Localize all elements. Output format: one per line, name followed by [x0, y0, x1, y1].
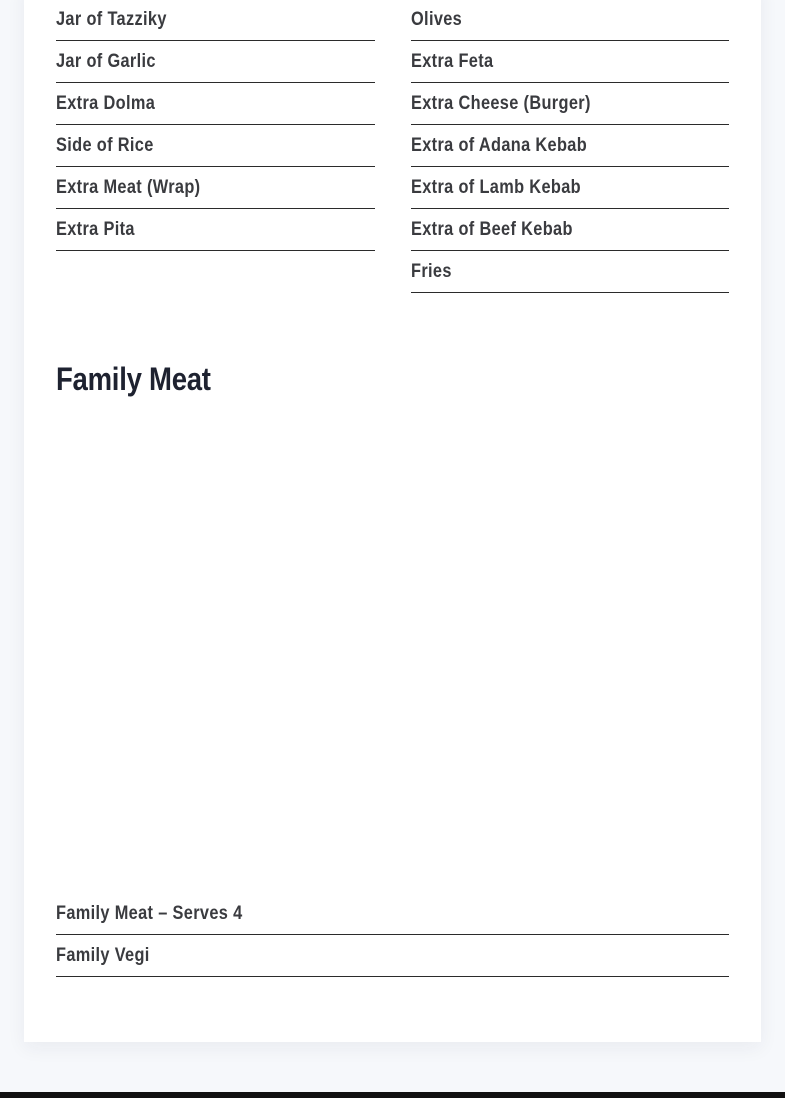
- menu-item[interactable]: [56, 0, 375, 41]
- menu-item-label: Fries: [411, 261, 452, 282]
- menu-item-label: Extra Dolma: [56, 93, 156, 114]
- footer-bar: [0, 1092, 785, 1098]
- menu-item-label: Extra Pita: [56, 219, 135, 240]
- menu-item-label: Olives: [411, 9, 463, 30]
- menu-item[interactable]: [56, 126, 375, 167]
- menu-item[interactable]: [56, 168, 375, 209]
- menu-item[interactable]: [56, 84, 375, 125]
- menu-item-label: Extra Cheese (Burger): [411, 93, 591, 114]
- menu-item-label: Extra of Lamb Kebab: [411, 177, 581, 198]
- menu-item-label: Extra of Beef Kebab: [411, 219, 573, 240]
- menu-item[interactable]: [56, 894, 729, 935]
- menu-item-label: Family Meat – Serves 4: [56, 903, 243, 924]
- extras-right-list: [411, 0, 729, 293]
- menu-item-label: Jar of Tazziky: [56, 9, 167, 30]
- menu-item-label: Extra Meat (Wrap): [56, 177, 201, 198]
- menu-item[interactable]: [411, 168, 729, 209]
- menu-item[interactable]: [411, 252, 729, 293]
- menu-item-label: Jar of Garlic: [56, 51, 156, 72]
- family-meat-list: [56, 894, 729, 977]
- menu-item[interactable]: [411, 0, 729, 41]
- menu-item[interactable]: [411, 210, 729, 251]
- menu-item[interactable]: [56, 210, 375, 251]
- menu-item-label: Family Vegi: [56, 945, 150, 966]
- menu-item[interactable]: [411, 42, 729, 83]
- menu-item-label: Side of Rice: [56, 135, 154, 156]
- menu-item[interactable]: [56, 936, 729, 977]
- extras-left-list: [56, 0, 375, 251]
- section-title-family-meat: Family Meat: [56, 361, 211, 397]
- menu-item-label: Extra of Adana Kebab: [411, 135, 588, 156]
- menu-item[interactable]: [411, 84, 729, 125]
- menu-item-label: Extra Feta: [411, 51, 494, 72]
- menu-item[interactable]: [56, 42, 375, 83]
- menu-item[interactable]: [411, 126, 729, 167]
